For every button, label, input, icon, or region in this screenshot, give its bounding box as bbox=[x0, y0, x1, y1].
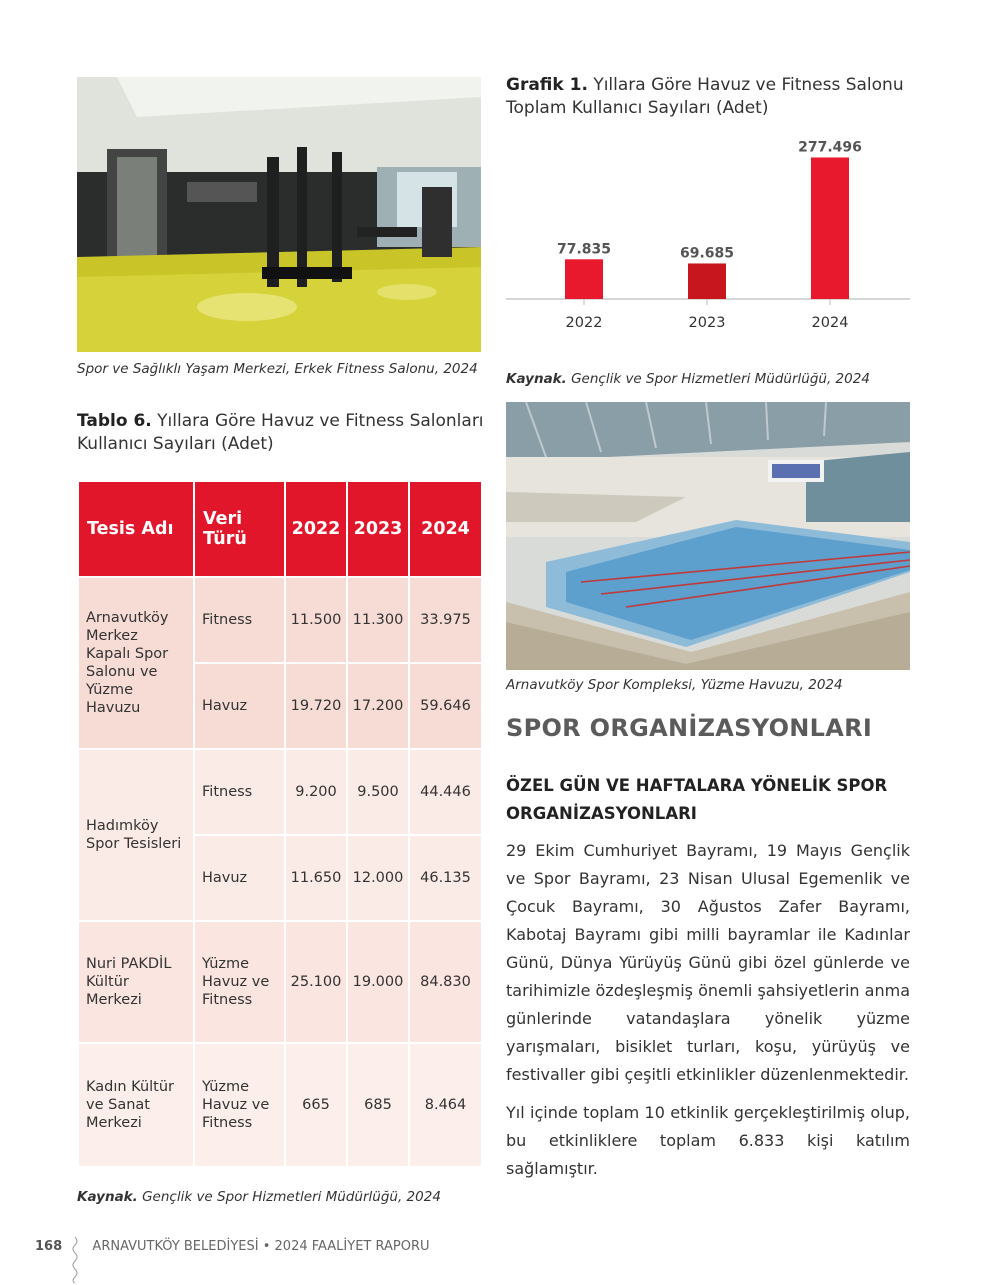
value-2023: 9.500 bbox=[347, 749, 409, 835]
facility-name: Kadın Kültür ve Sanat Merkezi bbox=[78, 1043, 194, 1167]
value-2022: 19.720 bbox=[285, 663, 347, 749]
facility-name: Hadımköy Spor Tesisleri bbox=[78, 749, 194, 921]
data-type: Fitness bbox=[194, 577, 285, 663]
table-title-label: Tablo 6. bbox=[77, 411, 152, 431]
value-2024: 84.830 bbox=[409, 921, 482, 1043]
chart-source-text: Gençlik ve Spor Hizmetleri Müdürlüğü, 2024 bbox=[566, 371, 870, 387]
value-2024: 59.646 bbox=[409, 663, 482, 749]
data-type: Fitness bbox=[194, 749, 285, 835]
bar-2024 bbox=[811, 157, 849, 299]
value-2023: 19.000 bbox=[347, 921, 409, 1043]
table-source-text: Gençlik ve Spor Hizmetleri Müdürlüğü, 2024 bbox=[137, 1189, 441, 1205]
page-number: 168 bbox=[35, 1239, 63, 1254]
table-title bbox=[77, 410, 487, 456]
chart-title-text: Yıllara Göre Havuz ve Fitness Salonu Toplam Kullanıcı Sayıları (Adet) bbox=[506, 75, 904, 118]
body-paragraph-1: 29 Ekim Cumhuriyet Bayramı, 19 Mayıs Gençlik ve Spor Bayramı, 23 Nisan Ulusal Egemenlik ve Çocuk Bayramı, 30 Ağustos Zafer Bayramı, Kabotaj Bayramı gibi milli bayramlar ile Kadınlar Günü, Dünya Yürüyüş Günü gibi özel günlerde ve tarihimizle özdeşleşmiş önemli şahsiyetlerin anma günlerinde vatandaşlara yönelik yüzme yarışmaları, bisiklet turları, koşu, yürüyüş ve festivaller gibi çeşitli etkinlikler düzenlenmektedir. bbox=[506, 841, 910, 1084]
chart-title bbox=[506, 74, 916, 120]
header-facility: Tesis Adı bbox=[78, 481, 194, 577]
value-2024: 8.464 bbox=[409, 1043, 482, 1167]
data-label-2022: 77.835 bbox=[556, 241, 612, 258]
users-bar-chart bbox=[506, 128, 910, 338]
header-2022: 2022 bbox=[285, 481, 347, 577]
bar-2022 bbox=[565, 259, 603, 299]
gym-photo-caption: Spor ve Sağlıklı Yaşam Merkezi, Erkek Fitness Salonu, 2024 bbox=[77, 361, 478, 377]
data-label-2023: 69.685 bbox=[679, 245, 735, 262]
value-2022: 25.100 bbox=[285, 921, 347, 1043]
pool-photo bbox=[506, 402, 910, 670]
value-2023: 11.300 bbox=[347, 577, 409, 663]
x-tick-label-2022: 2022 bbox=[565, 315, 603, 331]
sub-title: ÖZEL GÜN VE HAFTALARA YÖNELİK SPOR ORGANİZASYONLARI bbox=[506, 776, 888, 823]
table-row bbox=[78, 921, 482, 1043]
chart-title-label: Grafik 1. bbox=[506, 75, 588, 95]
table-source bbox=[77, 1186, 487, 1208]
x-tick-label-2023: 2023 bbox=[688, 315, 726, 331]
footer-report: 2024 FAALİYET RAPORU bbox=[274, 1239, 430, 1254]
table-row bbox=[78, 749, 482, 835]
page-footer bbox=[35, 1239, 430, 1254]
header-2024: 2024 bbox=[409, 481, 482, 577]
value-2024: 46.135 bbox=[409, 835, 482, 921]
section-title: SPOR ORGANİZASYONLARI bbox=[506, 714, 873, 742]
body-paragraph-2: Yıl içinde toplam 10 etkinlik gerçekleştirilmiş olup, bu etkinliklere toplam 6.833 kişi katılım sağlamıştır. bbox=[506, 1103, 910, 1178]
table-source-label: Kaynak. bbox=[77, 1189, 138, 1205]
header-2023: 2023 bbox=[347, 481, 409, 577]
data-type: Havuz bbox=[194, 663, 285, 749]
value-2023: 17.200 bbox=[347, 663, 409, 749]
chart-source bbox=[506, 368, 916, 390]
table-title-text: Yıllara Göre Havuz ve Fitness Salonları Kullanıcı Sayıları (Adet) bbox=[77, 411, 484, 454]
table-header-row bbox=[78, 481, 482, 577]
table-row bbox=[78, 577, 482, 663]
data-label-2024: 277.496 bbox=[798, 139, 862, 156]
bar-2023 bbox=[688, 263, 726, 299]
facility-name: Arnavutköy Merkez Kapalı Spor Salonu ve Yüzme Havuzu bbox=[78, 577, 194, 749]
table-row bbox=[78, 1043, 482, 1167]
data-type: Yüzme Havuz ve Fitness bbox=[194, 921, 285, 1043]
gym-photo bbox=[77, 77, 481, 352]
pool-photo-caption: Arnavutköy Spor Kompleksi, Yüzme Havuzu, 2024 bbox=[506, 677, 843, 693]
header-data-type: Veri Türü bbox=[194, 481, 285, 577]
data-type: Yüzme Havuz ve Fitness bbox=[194, 1043, 285, 1167]
value-2023: 685 bbox=[347, 1043, 409, 1167]
chart-source-label: Kaynak. bbox=[506, 371, 567, 387]
value-2023: 12.000 bbox=[347, 835, 409, 921]
value-2024: 33.975 bbox=[409, 577, 482, 663]
footer-separator: • bbox=[262, 1239, 271, 1254]
value-2022: 665 bbox=[285, 1043, 347, 1167]
footer-ornament-icon bbox=[70, 1237, 80, 1283]
users-table bbox=[77, 480, 483, 1168]
value-2024: 44.446 bbox=[409, 749, 482, 835]
footer-org: ARNAVUTKÖY BELEDİYESİ bbox=[92, 1239, 259, 1254]
value-2022: 11.500 bbox=[285, 577, 347, 663]
value-2022: 11.650 bbox=[285, 835, 347, 921]
facility-name: Nuri PAKDİL Kültür Merkezi bbox=[78, 921, 194, 1043]
x-tick-label-2024: 2024 bbox=[811, 315, 849, 331]
value-2022: 9.200 bbox=[285, 749, 347, 835]
data-type: Havuz bbox=[194, 835, 285, 921]
